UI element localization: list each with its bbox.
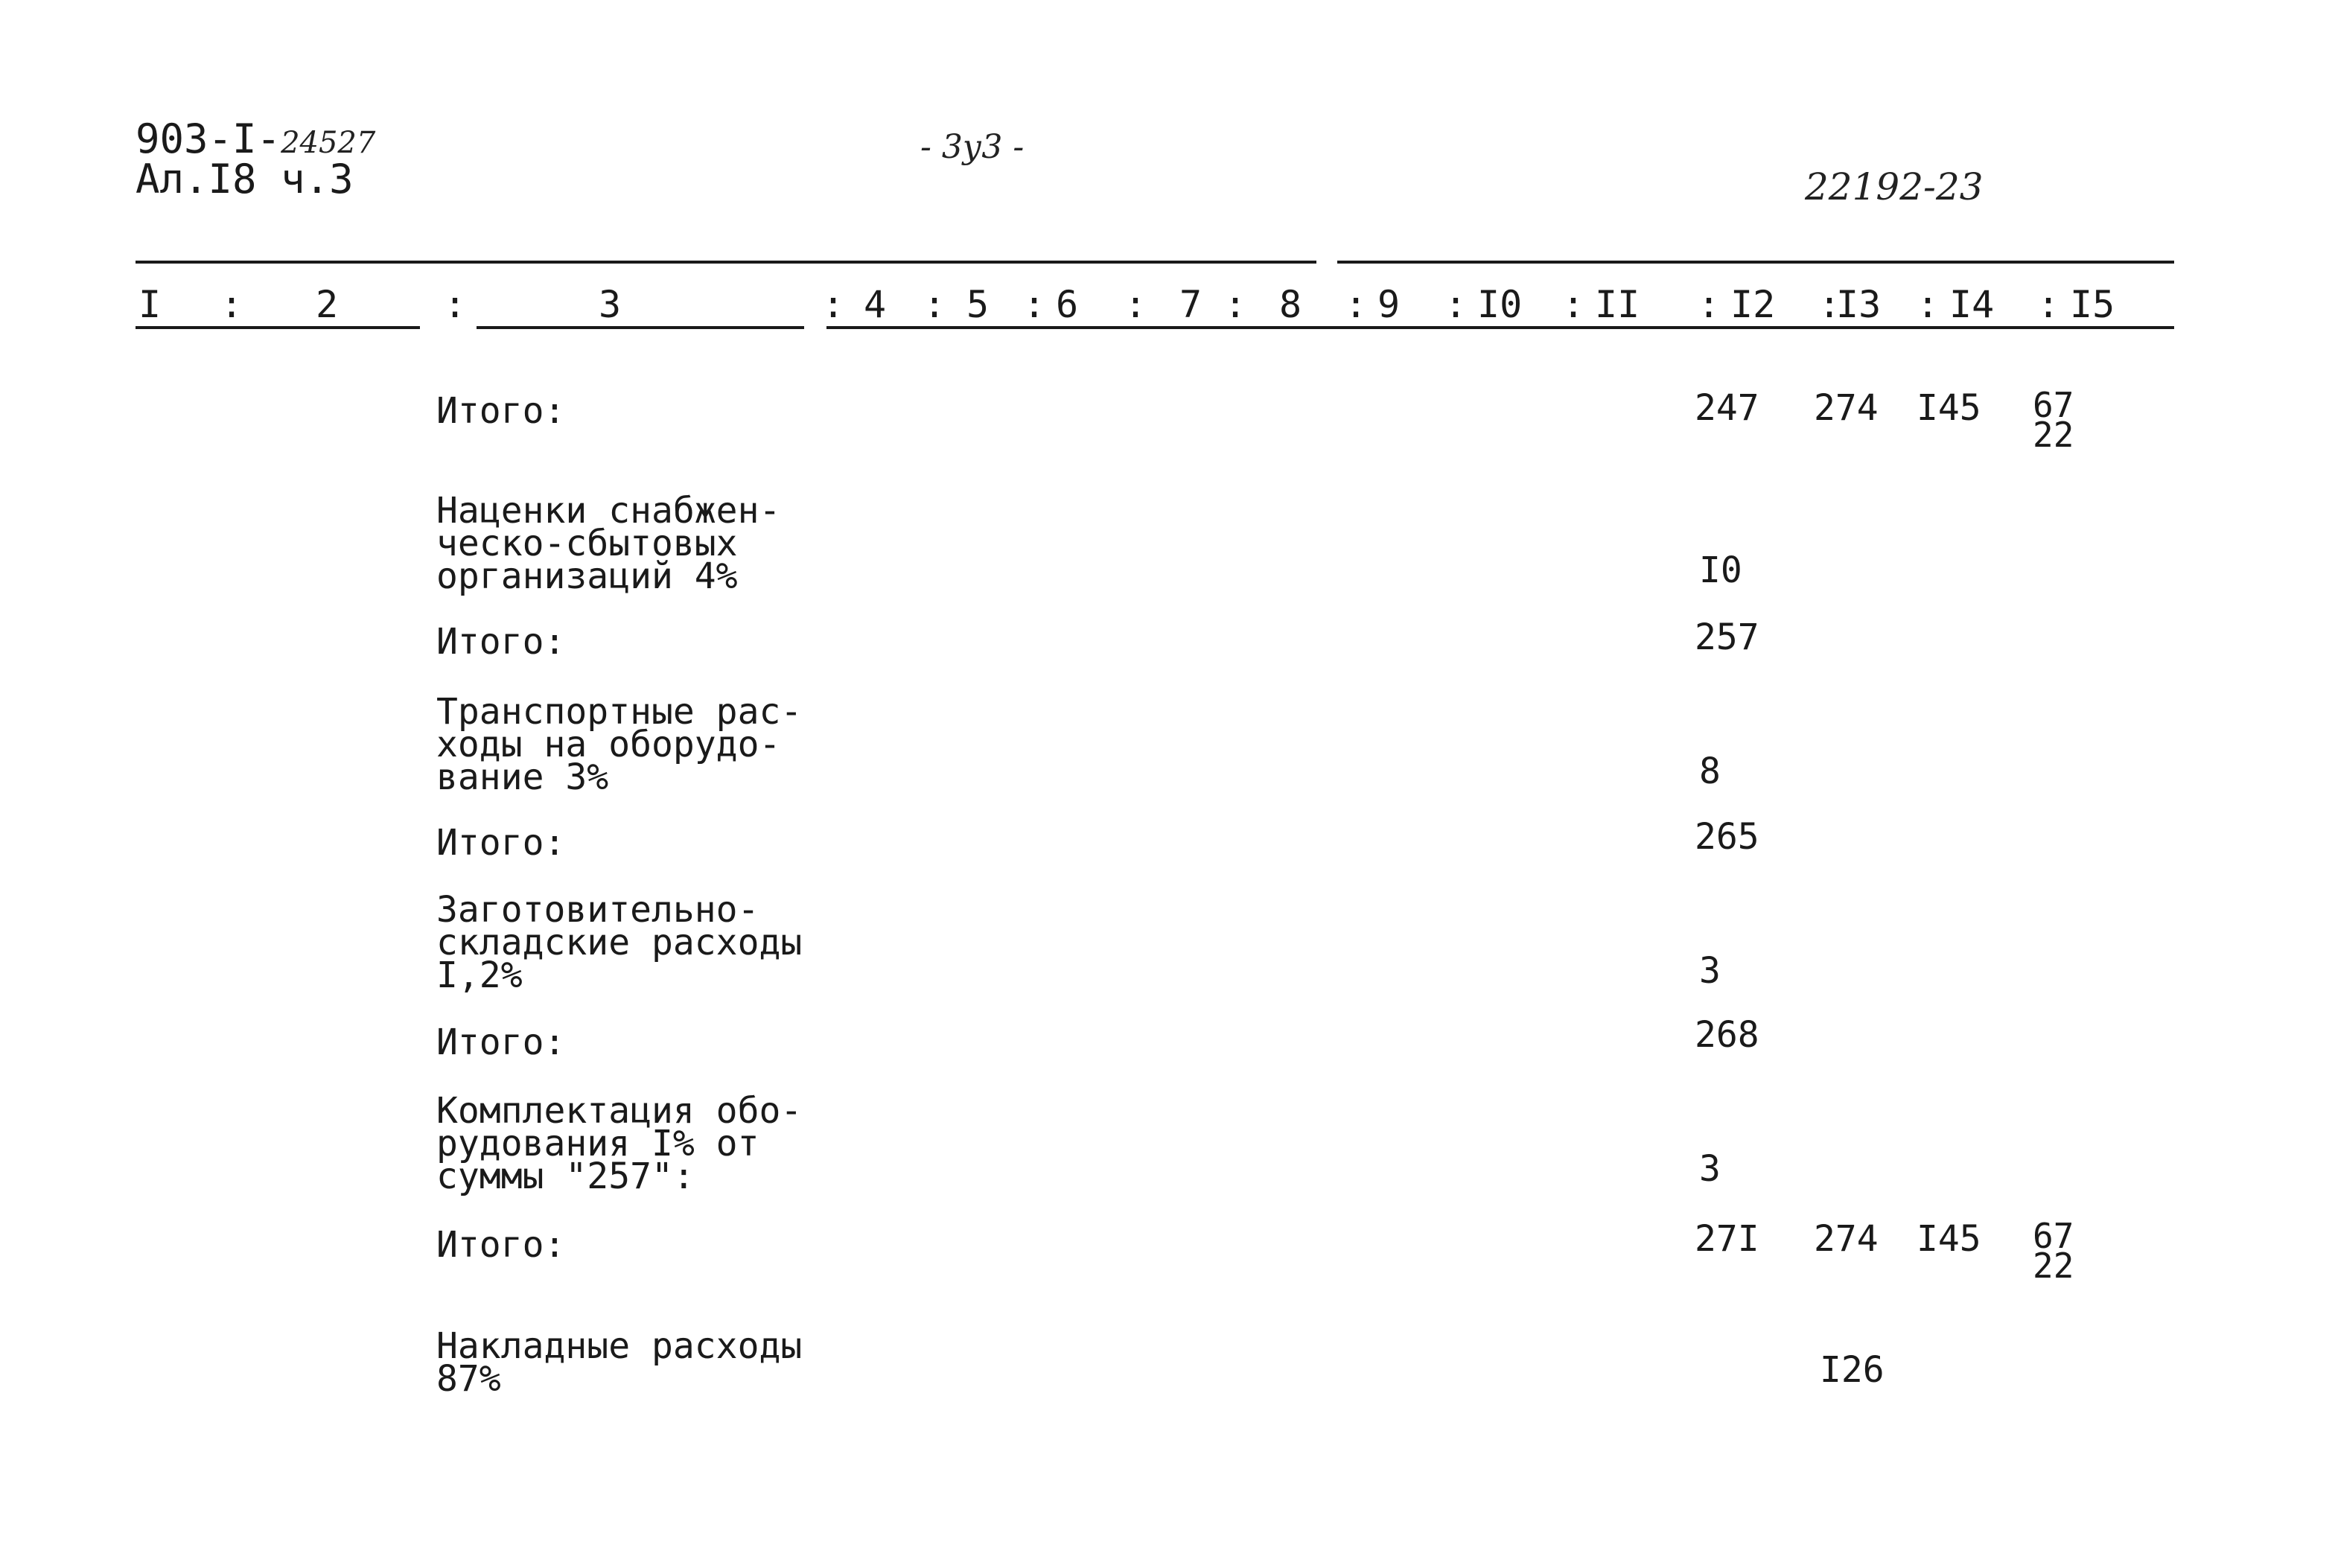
- header-bottom-rule-right: [826, 326, 2174, 329]
- column-separator: :: [444, 283, 467, 326]
- cell-col12: 27I: [1695, 1218, 1759, 1260]
- row-label: [436, 822, 566, 864]
- cell-col15-line: 22: [2033, 1246, 2074, 1286]
- cell-col12: 3: [1699, 950, 1721, 992]
- row-label-line: Итого:: [436, 1224, 566, 1266]
- cell-col12: 8: [1699, 750, 1721, 792]
- column-separator: :: [1224, 283, 1247, 326]
- archive-number: 22192-23: [1805, 165, 1984, 208]
- column-separator: :: [220, 283, 243, 326]
- row-label-line: 87%: [436, 1358, 501, 1400]
- row-label-line: суммы "257":: [436, 1156, 695, 1197]
- row-label-line: вание 3%: [436, 756, 609, 798]
- row-label-line: Наценки снабжен-: [436, 490, 781, 532]
- column-separator: :: [1124, 283, 1147, 326]
- row-label: [436, 1224, 566, 1266]
- row-label: [436, 1325, 803, 1400]
- cell-col13: I26: [1820, 1349, 1885, 1391]
- column-header-12: I2: [1730, 283, 1776, 326]
- column-separator: :: [1345, 283, 1368, 326]
- document-code-handwritten: 24527: [281, 126, 376, 160]
- header-top-rule-left: [136, 261, 1316, 264]
- header-bottom-rule-mid: [477, 326, 804, 329]
- cell-col12: 268: [1695, 1014, 1759, 1056]
- column-separator: :: [1023, 283, 1046, 326]
- header-bottom-rule-left: [136, 326, 420, 329]
- row-label-line: Итого:: [436, 822, 566, 864]
- row-label: [436, 1090, 803, 1197]
- row-label: [436, 889, 803, 996]
- cell-col15: [2033, 1216, 2074, 1286]
- row-label-line: рудования I% от: [436, 1123, 759, 1164]
- column-separator: :: [1917, 283, 1940, 326]
- row-label-line: Заготовительно-: [436, 889, 759, 931]
- column-separator: :: [1444, 283, 1468, 326]
- row-label-line: складские расходы: [436, 922, 803, 963]
- row-label: [436, 390, 566, 432]
- sheet-reference: Ал.I8 ч.3: [136, 156, 354, 203]
- cell-col12: 3: [1699, 1148, 1721, 1190]
- column-header-8: 8: [1279, 283, 1302, 326]
- column-header-13: I3: [1836, 283, 1882, 326]
- cell-col12: 247: [1695, 387, 1759, 429]
- row-label-line: Итого:: [436, 1022, 566, 1063]
- row-label-line: Итого:: [436, 390, 566, 432]
- column-header-11: II: [1595, 283, 1640, 326]
- column-separator: :: [822, 283, 845, 326]
- header-top-rule-right: [1337, 261, 2174, 264]
- column-header-4: 4: [864, 283, 887, 326]
- column-header-10: I0: [1477, 283, 1523, 326]
- column-header-15: I5: [2070, 283, 2115, 326]
- column-header-1: I: [138, 283, 162, 326]
- row-label-line: Транспортные рас-: [436, 691, 803, 733]
- document-code-printed: 903-I-: [136, 115, 281, 162]
- cell-col15: [2033, 385, 2074, 455]
- cell-col15-line: 67: [2033, 385, 2074, 425]
- column-header-14: I4: [1949, 283, 1995, 326]
- cell-col13: 274: [1814, 1218, 1879, 1260]
- row-label: [436, 621, 566, 663]
- row-label-line: Накладные расходы: [436, 1325, 803, 1367]
- cell-col12: I0: [1699, 549, 1742, 591]
- column-header-3: 3: [599, 283, 622, 326]
- column-header-9: 9: [1377, 283, 1401, 326]
- column-header-5: 5: [966, 283, 990, 326]
- page-number: - 3у3 -: [920, 128, 1025, 166]
- column-separator: :: [1562, 283, 1585, 326]
- column-separator: :: [1698, 283, 1721, 326]
- column-separator: :: [923, 283, 946, 326]
- row-label: [436, 1022, 566, 1063]
- row-label: [436, 490, 781, 597]
- column-header-7: 7: [1179, 283, 1202, 326]
- cell-col14: I45: [1917, 1218, 1981, 1260]
- row-label-line: I,2%: [436, 954, 523, 996]
- column-separator: :: [2037, 283, 2060, 326]
- column-separator: :: [1818, 283, 1841, 326]
- row-label: [436, 691, 803, 798]
- document-code: [136, 115, 376, 162]
- cell-col13: 274: [1814, 387, 1879, 429]
- column-header-6: 6: [1056, 283, 1079, 326]
- cell-col12: 257: [1695, 616, 1759, 658]
- cell-col15-line: 22: [2033, 415, 2074, 455]
- row-label-line: организаций 4%: [436, 555, 738, 597]
- column-header-2: 2: [316, 283, 339, 326]
- row-label-line: ходы на оборудо-: [436, 724, 781, 765]
- row-label-line: ческо-сбытовых: [436, 523, 738, 564]
- cell-col14: I45: [1917, 387, 1981, 429]
- cell-col12: 265: [1695, 816, 1759, 858]
- cell-col15-line: 67: [2033, 1216, 2074, 1256]
- row-label-line: Комплектация обо-: [436, 1090, 803, 1132]
- row-label-line: Итого:: [436, 621, 566, 663]
